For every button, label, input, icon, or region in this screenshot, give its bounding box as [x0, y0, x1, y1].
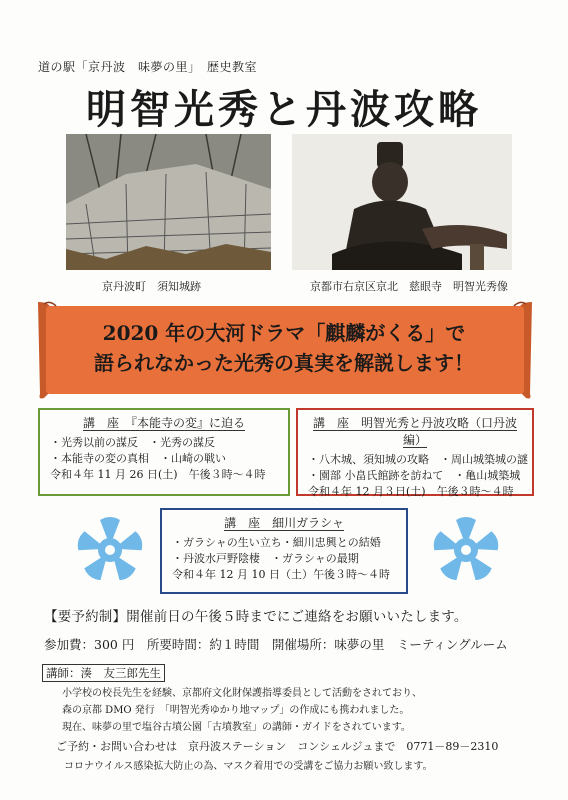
lecture-topic-line: ・本能寺の変の真相 ・山崎の戦い — [50, 452, 226, 465]
lecture-topic-line: ・園部 小畠氏館跡を訪ねて ・亀山城築城 — [308, 469, 521, 482]
lecture-topic-line: ・丹波水戸野陰棲 ・ガラシャの最期 — [172, 552, 359, 565]
contact-info: ご予約・お問い合わせは 京丹波ステーション コンシェルジュまで 0771－89－2310 — [56, 740, 499, 753]
castle-ruin-photo — [66, 134, 271, 270]
covid-notice: コロナウイルス感染拡大防止の為、マスク着用での受講をご協力お願い致します。 — [64, 761, 433, 772]
left-photo-caption: 京丹波町 須知城跡 — [102, 280, 201, 293]
lecture-box-honnoji — [38, 408, 290, 496]
reservation-notice: 【要予約制】開催前日の午後５時までにご連絡をお願いいたします。 — [44, 609, 468, 625]
lecture-topic-line: ・光秀以前の謀反 ・光秀の謀反 — [50, 436, 215, 449]
banner-message — [40, 318, 528, 378]
lecturer-bio-line: 現在、味夢の里で塩谷古墳公園「古墳教室」の講師・ガイドをされています。 — [62, 722, 411, 733]
bellflower-crest-icon — [74, 514, 146, 586]
page-title: 明智光秀と丹波攻略 — [86, 86, 482, 133]
fee-and-venue: 参加費：300 円 所要時間：約１時間 開催場所：味夢の里 ミーティングルーム — [44, 637, 508, 652]
right-photo-caption: 京都市右京区京北 慈眼寺 明智光秀像 — [310, 280, 508, 293]
lecture-date: 令和４年 12 月３日(土) 午後３時～４時 — [308, 485, 514, 498]
lecture-date: 令和４年 12 月 10 日（土）午後３時～４時 — [172, 568, 390, 581]
banner-line-2: 語られなかった光秀の真実を解説します！ — [94, 351, 474, 375]
banner-line-1: 2020 年の大河ドラマ「麒麟がくる」で — [102, 321, 466, 345]
lecture-date: 令和４年 11 月 26 日(土) 午後３時～４時 — [50, 468, 266, 481]
bellflower-crest-icon — [430, 514, 502, 586]
lecture-topic-line: ・八木城、須知城の攻略 ・周山城築城の謎 — [308, 453, 528, 466]
mitsuhide-statue-photo — [292, 134, 512, 270]
lecturer-bio-line: 森の京都 DMO 発行 「明智光秀ゆかり地マップ」の作成にも携われました。 — [62, 705, 410, 716]
lecturer-bio-line: 小学校の校長先生を経験、京都府文化財保護指導委員として活動をされており、 — [62, 688, 422, 699]
event-series-label: 道の駅「京丹波 味夢の里」 歴史教室 — [38, 60, 258, 74]
lecture-topic-line: ・ガラシャの生い立ち・細川忠興との結婚 — [172, 536, 381, 549]
lecture-heading: 講 座 明智光秀と丹波攻略（口丹波編） — [312, 416, 517, 447]
lecture-heading: 講 座 『本能寺の変』に迫る — [82, 416, 245, 430]
lecture-heading: 講 座 細川ガラシャ — [224, 516, 344, 530]
lecture-box-gracia — [160, 508, 408, 594]
lecturer-name: 講師：湊 友三郎先生 — [42, 664, 165, 682]
lecture-box-tamba — [296, 408, 534, 496]
